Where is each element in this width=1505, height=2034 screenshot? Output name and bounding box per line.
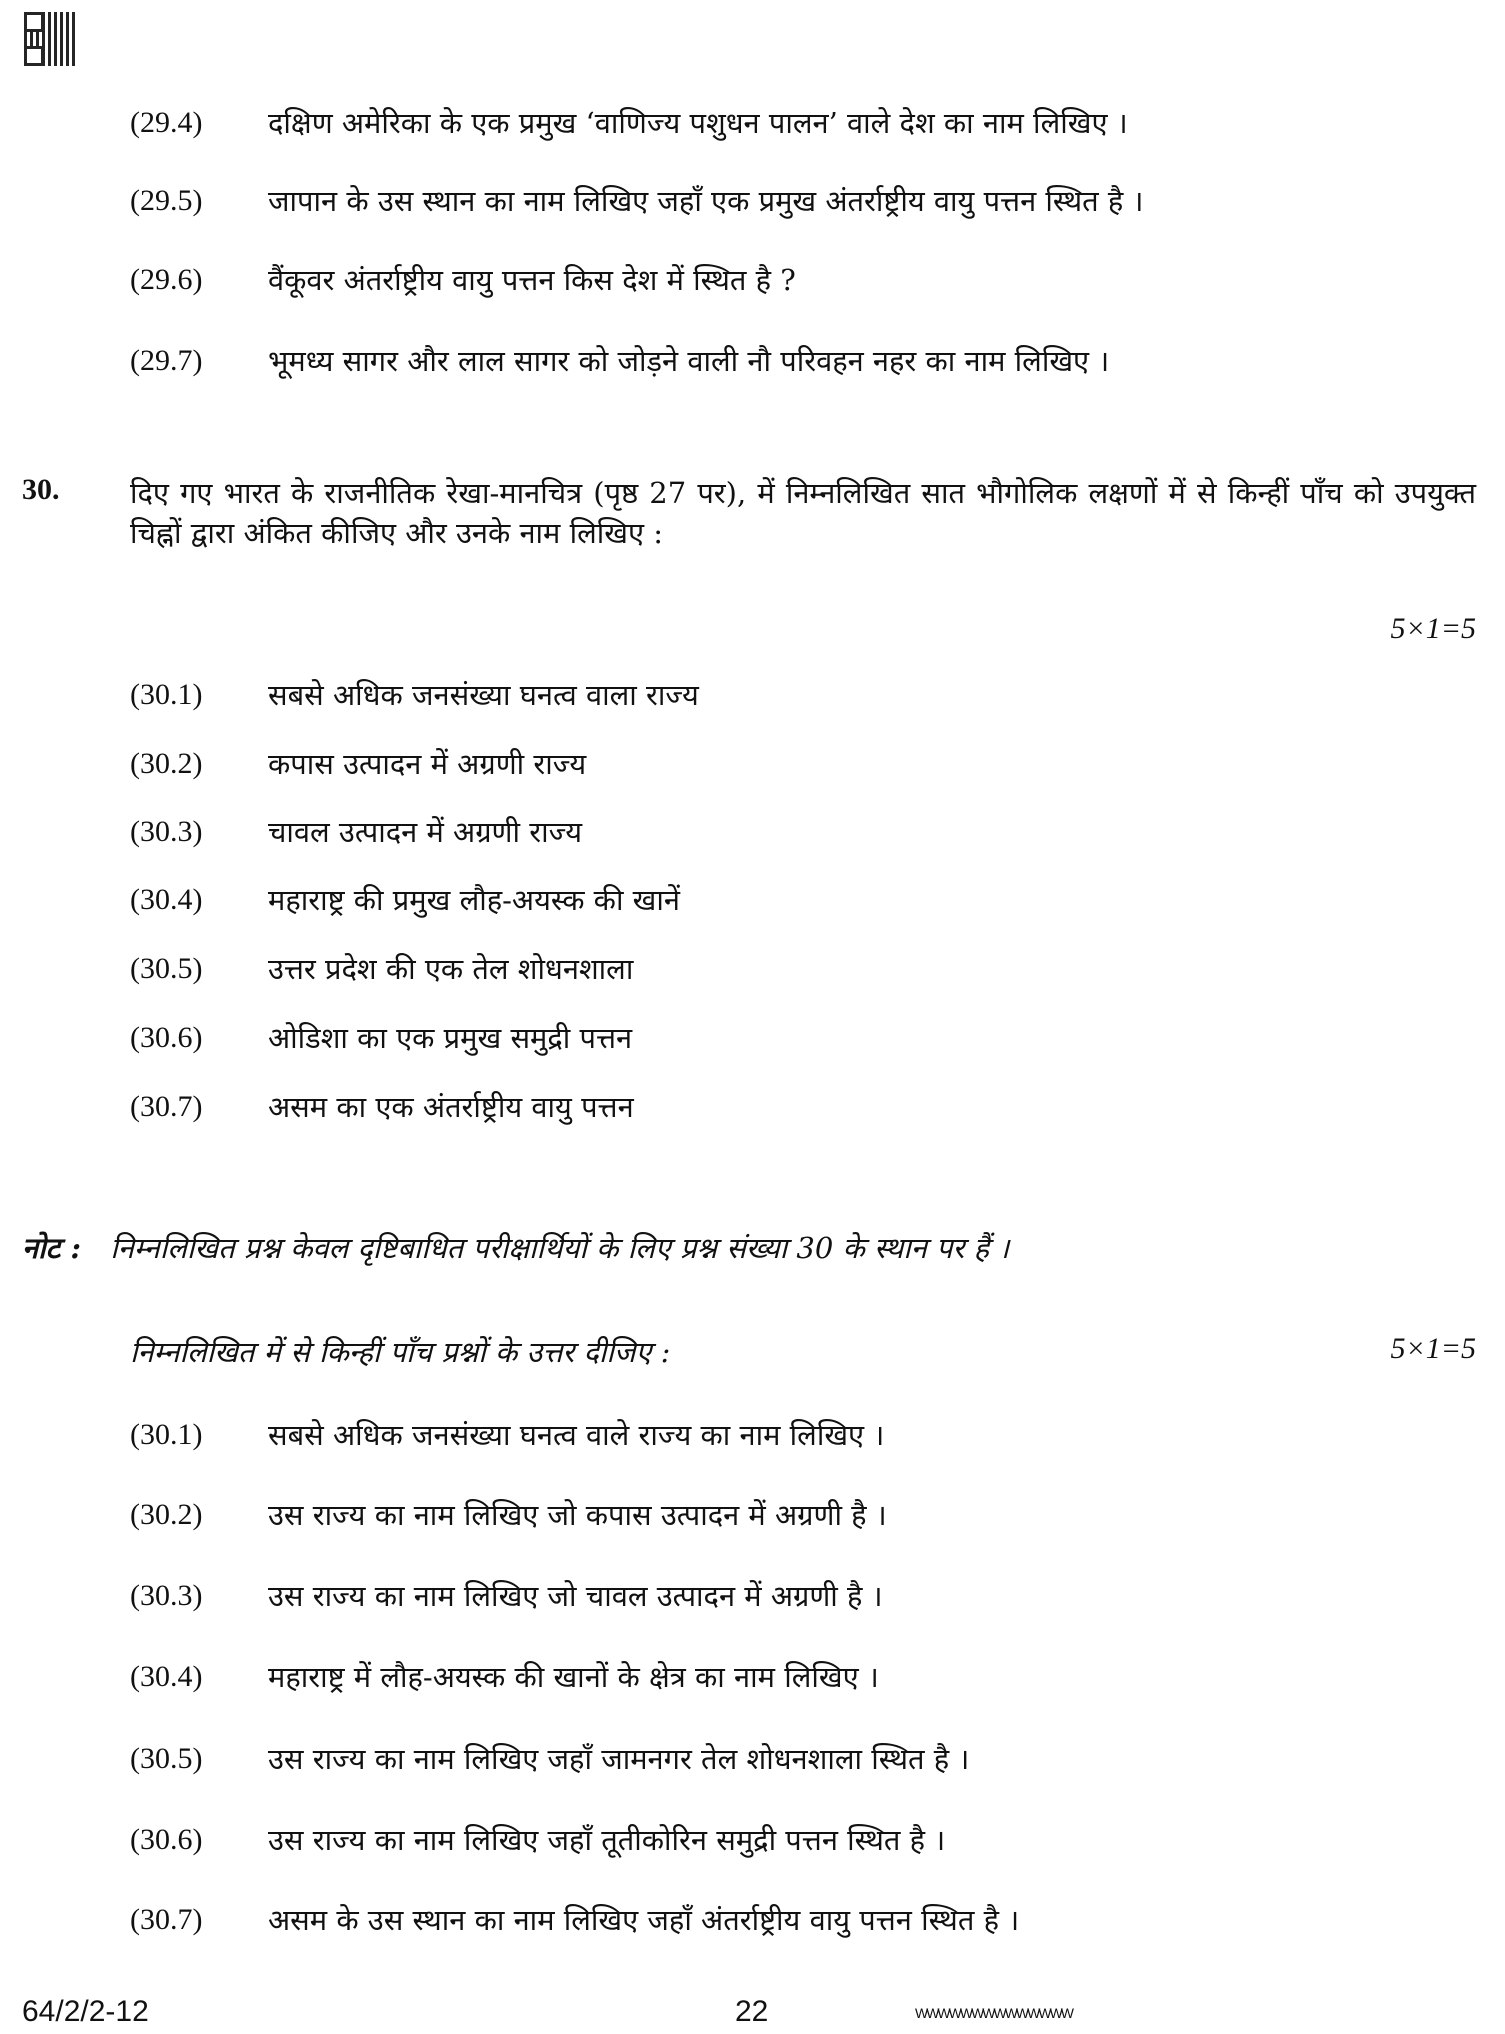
item-text: महाराष्ट्र में लौह-अयस्क की खानों के क्षेत्र का नाम लिखिए । [268, 1660, 879, 1694]
question-number: 30. [22, 473, 60, 506]
item-text: असम का एक अंतर्राष्ट्रीय वायु पत्तन [268, 1090, 634, 1124]
item-number: (29.4) [130, 106, 203, 139]
qr-code-icon [24, 12, 78, 66]
item-text: दक्षिण अमेरिका के एक प्रमुख ‘वाणिज्य पशुधन पालन’ वाले देश का नाम लिखिए । [268, 106, 1128, 140]
item-number: (30.5) [130, 1742, 203, 1775]
item-text: चावल उत्पादन में अग्रणी राज्य [268, 815, 583, 849]
item-text: जापान के उस स्थान का नाम लिखिए जहाँ एक प्रमुख अंतर्राष्ट्रीय वायु पत्तन स्थित है । [268, 184, 1144, 218]
item-text: उस राज्य का नाम लिखिए जो चावल उत्पादन में अग्रणी है । [268, 1579, 883, 1613]
item-number: (29.5) [130, 184, 203, 217]
item-text: उस राज्य का नाम लिखिए जहाँ तूतीकोरिन समुद्री पत्तन स्थित है । [268, 1823, 946, 1857]
item-number: (30.7) [130, 1903, 203, 1936]
item-number: (30.3) [130, 1579, 203, 1612]
item-text: वैंकूवर अंतर्राष्ट्रीय वायु पत्तन किस देश में स्थित है ? [268, 263, 796, 297]
item-text: उत्तर प्रदेश की एक तेल शोधनशाला [268, 952, 634, 986]
instruction: निम्नलिखित में से किन्हीं पाँच प्रश्नों के उत्तर दीजिए : [130, 1335, 671, 1369]
item-number: (30.6) [130, 1021, 203, 1054]
item-number: (30.1) [130, 1418, 203, 1451]
item-number: (29.6) [130, 263, 203, 296]
question-30-text: दिए गए भारत के राजनीतिक रेखा-मानचित्र (पृष्ठ 27 पर), में निम्नलिखित सात भौगोलिक लक्षणों में से किन्हीं पाँच को उपयुक्त चिह्नों द्वारा अंकित कीजिए और उनके नाम लिखिए : [130, 476, 1476, 550]
item-text: भूमध्य सागर और लाल सागर को जोड़ने वाली नौ परिवहन नहर का नाम लिखिए । [268, 344, 1110, 378]
item-text: उस राज्य का नाम लिखिए जो कपास उत्पादन में अग्रणी है । [268, 1498, 887, 1532]
item-number: (30.5) [130, 952, 203, 985]
item-number: (30.4) [130, 1660, 203, 1693]
item-number: (29.7) [130, 344, 203, 377]
note [22, 1228, 1009, 1267]
note-marks: 5×1=5 [1390, 1332, 1476, 1365]
item-number: (30.6) [130, 1823, 203, 1856]
item-number: (30.7) [130, 1090, 203, 1123]
item-text: महाराष्ट्र की प्रमुख लौह-अयस्क की खानें [268, 883, 681, 917]
marks: 5×1=5 [1390, 612, 1476, 645]
paper-code: 64/2/2-12 [22, 1995, 149, 2028]
item-number: (30.4) [130, 883, 203, 916]
item-text: ओडिशा का एक प्रमुख समुद्री पत्तन [268, 1021, 633, 1055]
squiggle-decoration: WWWWWWWWWWWWWW [915, 2005, 1072, 2021]
page-number: 22 [735, 1995, 769, 2028]
item-number: (30.1) [130, 678, 203, 711]
item-text: कपास उत्पादन में अग्रणी राज्य [268, 747, 587, 781]
item-text: सबसे अधिक जनसंख्या घनत्व वाले राज्य का नाम लिखिए । [268, 1418, 885, 1452]
item-number: (30.3) [130, 815, 203, 848]
item-number: (30.2) [130, 747, 203, 780]
item-text: असम के उस स्थान का नाम लिखिए जहाँ अंतर्राष्ट्रीय वायु पत्तन स्थित है । [268, 1903, 1020, 1937]
item-number: (30.2) [130, 1498, 203, 1531]
item-text: सबसे अधिक जनसंख्या घनत्व वाला राज्य [268, 678, 699, 712]
item-text: उस राज्य का नाम लिखिए जहाँ जामनगर तेल शोधनशाला स्थित है । [268, 1742, 970, 1776]
note-text: निम्नलिखित प्रश्न केवल दृष्टिबाधित परीक्षार्थियों के लिए प्रश्न संख्या 30 के स्थान पर हैं । [110, 1231, 1010, 1265]
note-label: नोट : [22, 1231, 82, 1265]
